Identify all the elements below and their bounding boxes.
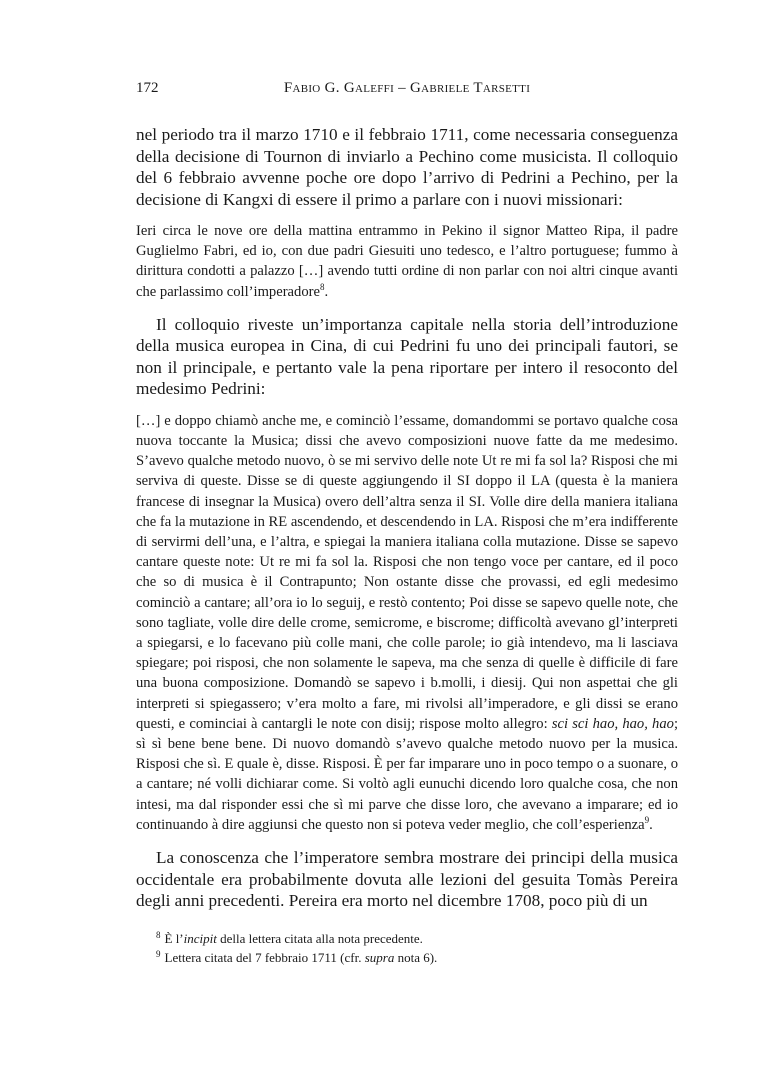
- block-quote-1: Ieri circa le nove ore della mattina entrammo in Pekino il signor Matteo Ripa, il padre Guglielmo Fabri, ed io, con due padri Giesuiti uno tedesco, e l’altro portuguese; fummo à dirittura condotti a palazzo […] avendo tutti ordine di non parlar con noi altri cinque avanti che parlassimo coll’imperadore$^8$.: [136, 223, 678, 300]
- block-quote-2: […] e doppo chiamò anche me, e cominciò l’essame, domandommi se portavo qualche cosa nuova toccante la Musica; dissi che avevo composizioni nuove fatte da me medesimo. S’avevo qualche metodo nuovo, ò se mi servivo delle note Ut re mi fa sol la? Risposi che mi serviva di queste. Disse se di queste aggiungendo il SI doppo il LA (questa è la maniera francese di insegnar la Musica) overo dell’altra senza il SI. Volle dire della maniera italiana che fa la mutazione in RE ascendendo, et descendendo in LA. Risposi che m’era indifferente di servirmi dell’una, e l’altra, e spiegai la maniera italiana colla mutazione. Disse se sapevo cantare queste note: Ut re mi fa sol la. Risposi che non tengo voce per cantare, ed il poco che so di musica è il Contrapunto; Non ostante disse che provassi, ed egli medesimo cominciò a cantare; all’ora io lo seguij, e restò contento; Poi disse se sapevo quelle note, che sono tagliate, volle dire delle crome, semicrome, e biscrome; difficoltà avevano gl’interpreti a spiegarsi, e lo facevano più colle mani, che colle parole; io già intendevo, ma li lasciava spiegare; poi risposi, che non solamente le sapeva, ma che senza di quelle è difficile di fare una buona composizione. Domandò se sapevo i b.molli, i diesij. Qui non aspettai che gli interpreti si spiegassero; v’era molto a fare, mi rivolsi all’imperadore, e gli dissi se erano questi, e cominciai à cantargli le note con disij; rispose molto allegro: sci sci hao, hao, hao; sì sì bene bene bene. Di nuovo domandò s’avevo qualche metodo nuovo per la musica. Risposi che sì. E quale è, disse. Risposi. È per far imparare uno in poco tempo o a suonare, o a cantare; né volli dichiarar come. Si voltò agli eunuchi dicendo loro qualche cosa, che non intesi, ma dal risponder essi che sì mi parve che disse loro, che avevano a imparare; ed io continuando à dire aggiunsi che questo non si poteva veder meglio, che coll’esperienza$^9$.: [136, 412, 678, 833]
- block-quote-2-italic: sci sci hao, hao, hao: [551, 715, 674, 732]
- running-head-authors: Fabio G. Galeffi – Gabriele Tarsetti: [283, 80, 531, 96]
- paragraph-1: [136, 124, 678, 210]
- block-quote-2-text-a: […] e doppo chiamò anche me, e cominciò l’essame, domandommi se portavo qualche cosa nuova toccante la Musica; dissi che avevo composizioni nuove fatte da me medesimo. S’avevo qualche metodo nuovo, ò se mi servivo delle note Ut re mi fa sol la? Risposi che mi serviva di queste. Disse se di queste aggiungendo il SI doppo il LA (questa è la maniera francese di insegnar la Musica) overo dell’altra senza il SI. Volle dire della maniera italiana che fa la mutazione in RE ascendendo, et descendendo in LA. Risposi che m’era indifferente di servirmi dell’una, e l’altra, e spiegai la maniera italiana colla mutazione. Disse se sapevo cantare queste note: Ut re mi fa sol la. Risposi che non tengo voce per cantare, ed il poco che so di musica è il Contrapunto; Non ostante disse che provassi, ed egli medesimo cominciò a cantare; all’ora io lo seguij, e restò contento; Poi disse se sapevo quelle note, che sono tagliate, volle dire delle crome, semicrome, e biscrome; difficoltà avevano gl’interpreti a spiegarsi, e lo facevano più colle mani, che colle parole; io già intendevo, ma li lasciava spiegare; poi risposi, che non solamente le sapeva, ma che senza di quelle è difficile di fare una buona composizione. Domandò se sapevo i b.molli, i diesij. Qui non aspettai che gli interpreti si spiegassero; v’era molto a fare, mi rivolsi all’imperadore, e gli dissi se erano questi, e cominciai à cantargli le note con disij; rispose molto allegro:: [136, 412, 678, 732]
- footnote-text: Lettera citata del 7 febbraio 1711 (cfr.: [164, 950, 365, 965]
- footnote-8: [156, 929, 676, 948]
- block-quote-1-text: Ieri circa le nove ore della mattina entrammo in Pekino il signor Matteo Ripa, il padre Guglielmo Fabri, ed io, con due padri Giesuiti uno tedesco, e l’altro portuguese; fummo à dirittura condotti a palazzo […] avendo tutti ordine di non parlar con noi altri cinque avanti che parlassimo coll’imperadore: [136, 223, 678, 300]
- paragraph-1-text: nel periodo tra il marzo 1710 e il febbraio 1711, come necessaria conseguenza della decisione di Tournon di inviarlo a Pechino come musicista. Il colloquio del 6 febbraio avvenne poche ore dopo l’arrivo di Pedrini a Pechino, per la decisione di Kangxi di essere il primo a parlare con i nuovi missionari:: [136, 125, 678, 209]
- footnote-ref-8[interactable]: 8: [319, 281, 325, 292]
- footnote-number: 9: [156, 948, 161, 959]
- footnote-text: nota 6).: [394, 950, 438, 965]
- paragraph-2: [136, 314, 678, 400]
- running-header: [136, 80, 678, 100]
- footnote-number: 8: [156, 929, 161, 940]
- footnote-text: della lettera citata alla nota precedente.: [216, 931, 423, 946]
- footnote-italic: supra: [364, 950, 395, 965]
- footnotes: [156, 929, 676, 967]
- main-text: [136, 124, 678, 912]
- footnote-italic: incipit: [183, 931, 217, 946]
- page-number: 172: [136, 80, 159, 96]
- footnote-ref-9[interactable]: 9: [644, 815, 650, 826]
- footnote-text: È l’: [164, 931, 184, 946]
- block-quote-2-text-b: ; sì sì bene bene bene. Di nuovo domandò s’avevo qualche metodo nuovo per la musica. Risposi che sì. E quale è, disse. Risposi. È per far imparare uno in poco tempo o a suonare, o a cantare; né volli dichiarar come. Si voltò agli eunuchi dicendo loro qualche cosa, che non intesi, ma dal risponder essi che sì mi parve che disse loro, che avevano a imparare; ed io continuando à dire aggiunsi che questo non si poteva veder meglio, che coll’esperienza: [136, 715, 678, 833]
- paragraph-2-text: Il colloquio riveste un’importanza capitale nella storia dell’introduzione della musica europea in Cina, di cui Pedrini fu uno dei principali fautori, se non il principale, e pertanto vale la pena riportare per intero il resoconto del medesimo Pedrini:: [136, 314, 678, 399]
- footnote-9: [156, 948, 676, 967]
- paragraph-3: [136, 847, 678, 912]
- paragraph-3-text: La conoscenza che l’imperatore sembra mostrare dei principi della musica occidentale era probabilmente dovuta alle lezioni del gesuita Tomàs Pereira degli anni precedenti. Pereira era morto nel dicembre 1708, poco più di un: [136, 848, 678, 911]
